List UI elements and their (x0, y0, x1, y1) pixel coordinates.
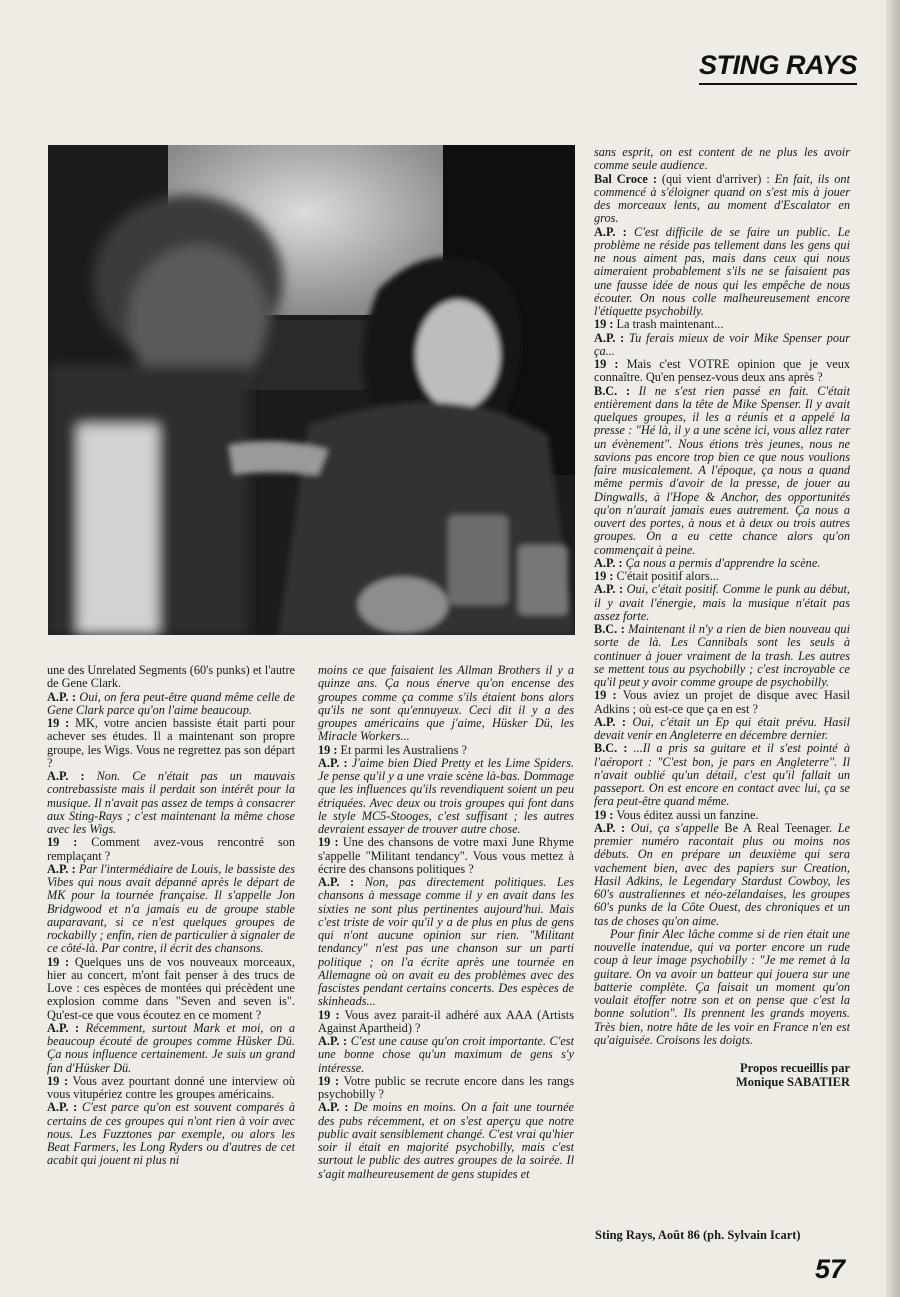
interview-answer (594, 557, 850, 570)
fanzine-title: Be A Real Teenager. (724, 820, 833, 835)
question-text: Vous avez pourtant donné une interview où vous vitupériez contre les groupes américains. (47, 1073, 295, 1101)
interview-answer (47, 691, 295, 718)
interview-answer (594, 146, 850, 173)
page-header-title: STING RAYS (699, 50, 857, 85)
answer-text: Ça nous a permis d'apprendre la scène. (625, 555, 821, 570)
interview-answer (47, 1022, 295, 1075)
answer-text: De moins en moins. On a fait une tournée des pubs récemment, et on s'est aperçu que notre public avait sensiblement changé. C'est vrai qu'hier soir il était en majorité psychobilly, mais c'est surtout le public des autres groupes de la soirée. Il s'agit malheureusement de gens stupides et (318, 1100, 574, 1181)
answer-text: Non, pas directement politiques. Les chansons à message comme il y en avait dans les sixties ne sont plus pertinentes aujourd'hui. Mais c'est triste de voir qu'il y a de plus en plus de gens qui n'ont aucune opinion sur rien. "Militant tendancy" n'est pas une chanson sur un parti politique ; on l'a écrite après une tournée en Allemagne où on avait eu des problèmes avec des fascistes pendant certains concerts. Des espèces de skinheads... (318, 875, 574, 1009)
speaker-label: A.P. : (47, 1020, 80, 1035)
question-text: Mais c'est VOTRE opinion que je veux connaître. Qu'en pensez-vous deux ans après ? (594, 357, 850, 385)
answer-text: Non. Ce n'était pas un mauvais contrebassiste mais il perdait son intérêt pour la musique. Il n'avait pas assez de temps à consacrer aux Sting-Rays ; c'est maintenant la même chose avec les Wigs. (47, 769, 295, 836)
interview-answer (594, 332, 850, 359)
interview-question (47, 956, 295, 1022)
speaker-label: 19 : (47, 716, 70, 730)
answer-text: Tu ferais mieux de voir Mike Spenser pour ça... (594, 330, 850, 358)
speaker-label: 19 : (594, 688, 617, 703)
interview-answer (318, 664, 574, 744)
interview-answer (318, 876, 574, 1009)
answer-text: C'est une cause qu'on croit importante. C'est une bonne chose qu'un maximum de gens s'y intéresse. (318, 1034, 574, 1075)
speaker-note: (qui vient d'arriver) : (661, 171, 775, 186)
photo-caption: Sting Rays, Août 86 (ph. Sylvain Icart) (595, 1228, 801, 1242)
interview-answer (594, 226, 850, 319)
question-text: Vous aviez un projet de disque avec Hasil Adkins ; où est-ce que ça en est ? (594, 688, 850, 716)
article-column-middle (318, 664, 574, 1254)
speaker-label: A.P. : (47, 861, 76, 876)
speaker-label: B.C. : (594, 741, 628, 756)
question-text: Et parmi les Australiens ? (340, 742, 467, 757)
interview-question (594, 809, 850, 822)
interview-answer (47, 1101, 295, 1167)
answer-text: C'est parce qu'on est souvent comparés à certains de ces groupes qui n'ont rien à voir avec nous. Les Fuzztones par exemple, ou alors les Beat Farmers, les Long Ryders ou d'autres de cet acabit qui jouent ni plus ni (47, 1100, 295, 1168)
page-number: 57 (814, 1254, 845, 1284)
answer-text: sans esprit, on est content de ne plus les avoir comme seule audience. (594, 146, 850, 173)
question-text: une des Unrelated Segments (60's punks) et l'autre de Gene Clark. (47, 664, 295, 691)
question-text: Votre public se recrute encore dans les rangs psychobilly ? (318, 1073, 574, 1101)
speaker-label: 19 : (594, 357, 619, 371)
interview-question (47, 717, 295, 770)
answer-text: moins ce que faisaient les Allman Brothers il y a quinze ans. Ça nous énerve qu'on encense des groupes comme ça comme s'ils étaient bons alors qu'ils ne sont qu'ennuyeux. Ceci dit il y a des groupes américains que j'aime, Hüsker Dü, les Miracle Workers... (318, 664, 574, 744)
interview-answer (47, 863, 295, 956)
page-edge (886, 0, 900, 1297)
interview-question (594, 358, 850, 385)
speaker-label: A.P. : (594, 330, 625, 345)
answer-text: C'est difficile de se faire un public. Le problème ne réside pas tellement dans les gens qui ne nous aiment pas, mais dans ceux qui nous aimeraient probablement s'ils ne se faisaient pas une fausse idée de nous qui les empêche de nous écouter. On nous colle malheureusement encore l'étiquette psychobilly. (594, 224, 850, 318)
speaker-label: A.P. : (47, 1100, 78, 1115)
speaker-label: Bal Croce : (594, 171, 657, 186)
interview-credit (594, 1061, 850, 1089)
question-text: Une des chansons de votre maxi June Rhyme s'appelle "Militant tendancy". Vous vous mettez à écrire des chansons politiques ? (318, 835, 574, 876)
interview-answer (594, 742, 850, 808)
credit-line-2: Monique SABATIER (735, 1075, 850, 1089)
interview-answer (594, 716, 850, 743)
speaker-label: 19 : (594, 569, 614, 583)
answer-text: Il ne s'est rien passé en fait. C'était entièrement dans la tête de Mike Spenser. Il y avait quelques groupes, il les a réunis et a appelé la presse : "Hé là, il y a une scène ici, vous allez rater un évènement". Nous étions très jeunes, nous ne savions pas encore trop bien ce que nous voulions faire musicalement. A l'époque, ça nous a quand même permis d'avoir de la presse, de jouer au Dingwalls, à l'Hope & Anchor, des opportunités qu'on n'aurait jamais eues autrement. Ça nous a ouvert des portes, à nous et à deux ou trois autres groupes. On a eu cette chance alors qu'on commençait à peine. (594, 383, 850, 557)
interview-question (318, 1075, 574, 1102)
speaker-label: A.P. : (594, 555, 623, 570)
question-text: Comment avez-vous rencontré son remplaçant ? (47, 835, 295, 863)
speaker-label: A.P. : (318, 1100, 349, 1115)
interview-answer (594, 822, 850, 928)
answer-text: Le premier numéro racontait plus ou moins nos débuts. On en prépare un deuxième qui sera vachement bien, avec des papiers sur Creation, Hasil Adkins, le Legendary Stardust Cowboy, les 60's australiennes et néo-zélandaises, les groupes 60's punks de la Côte Ouest, des chroniques et un tas de choses qu'on aime. (594, 820, 850, 928)
interview-answer (318, 757, 574, 837)
speaker-label: 19 : (318, 835, 339, 850)
answer-text: Maintenant il n'y a rien de bien nouveau qui sorte de là. Les Cannibals sont les seuls à continuer à jouer vraiment de la trash. Les autres se mettent tous au psychobilly ; c'est incroyable ce qu'il peut y avoir comme groupe de psychobilly. (594, 622, 850, 689)
interview-question (47, 664, 295, 691)
interview-answer (594, 623, 850, 689)
interview-answer (318, 1101, 574, 1181)
answer-text: Oui, on fera peut-être quand même celle de Gene Clark parce qu'on l'aime beaucoup. (47, 689, 295, 717)
speaker-label: A.P. : (47, 689, 76, 704)
speaker-label: 19 : (318, 742, 338, 757)
speaker-label: 19 : (318, 1007, 340, 1022)
question-text: Quelques uns de vos nouveaux morceaux, hier au concert, m'ont fait penser à des trucs de Love : ces espèces de montées qui précèdent une explosion comme dans "Seven and seven is". Qu'est-ce que vous écoutez en ce moment ? (47, 954, 295, 1022)
interview-answer (318, 1035, 574, 1075)
interview-answer (594, 173, 850, 226)
speaker-label: A.P. : (318, 755, 348, 770)
speaker-label: A.P. : (594, 224, 627, 239)
article-column-right (594, 146, 850, 1198)
credit-line-1: Propos recueillis par (740, 1061, 850, 1075)
speaker-label: A.P. : (594, 582, 624, 597)
speaker-label: 19 : (47, 835, 78, 850)
interview-question (318, 744, 574, 757)
answer-text: ...Il a pris sa guitare et il s'est pointé à l'aéroport : "C'est bon, je pars en Angleterre". Il n'avait oublié qu'un détail, c'est qu'il fallait un passeport. On est encore en contact avec lui, ça se fera peut-être quand même. (594, 741, 850, 809)
interview-question (47, 836, 295, 863)
answer-text: Oui, c'était positif. Comme le punk au début, il y avait l'énergie, mais la musique n'était pas assez forte. (594, 582, 850, 623)
answer-lead: Oui, ça s'appelle (630, 820, 725, 835)
interview-question (594, 318, 850, 331)
answer-text: Récemment, surtout Mark et moi, on a beaucoup écouté de groupes comme Hüsker Dü. Ça nous influence certainement. Je suis un grand fan d'Hüsker Dü. (47, 1020, 295, 1075)
interview-answer (47, 770, 295, 836)
speaker-label: 19 : (594, 807, 614, 822)
speaker-label: A.P. : (594, 714, 626, 729)
speaker-label: B.C. : (594, 383, 630, 398)
speaker-label: A.P. : (594, 820, 626, 835)
speaker-label: 19 : (594, 317, 614, 332)
speaker-label: 19 : (47, 1073, 69, 1088)
question-text: Vous avez parait-il adhéré aux AAA (Artists Against Apartheid) ? (318, 1007, 574, 1035)
interview-question (318, 836, 574, 876)
interview-answer (594, 583, 850, 623)
interview-question (594, 689, 850, 716)
answer-text: Pour finir Alec lâche comme si de rien était une nouvelle inatendue, qui va porter encore un rude coup à leur image psychobilly : "Je me remet à la guitare. On va avoir un batteur qui jouera sur une batterie complète. Ça faisait un moment qu'on voulait étoffer notre son et on pense que c'est la bonne solution". Ils prennent les grands moyens. Très bien, notre hâte de les voir en France n'en est qu'aiguisée. Croisons les doigts. (594, 926, 850, 1047)
interview-question (47, 1075, 295, 1102)
speaker-label: B.C. : (594, 622, 625, 636)
closing-paragraph (594, 928, 850, 1047)
interview-answer (594, 385, 850, 557)
question-text: La trash maintenant... (616, 317, 724, 332)
answer-text: J'aime bien Died Pretty et les Lime Spiders. Je pense qu'il y a une vraie scène là-bas. Dommage que les influences qu'ils revendiquent soient un peu étriquées. Avec deux ou trois groupes qui font dans le style MC5-Stooges, c'est suffisant ; les autres devraient essayer de trouver autre chose. (318, 755, 574, 836)
answer-text: Oui, c'était un Ep qui était prévu. Hasil devait venir en Angleterre en décembre dernier. (594, 714, 850, 742)
speaker-label: 19 : (47, 954, 70, 969)
speaker-label: A.P. : (318, 875, 355, 889)
interview-question (318, 1009, 574, 1036)
answer-text: En fait, ils ont commencé à s'éloigner quand on s'est mis à jouer des morceaux lents, au moment d'Escalator en gros. (594, 171, 850, 226)
answer-text: Par l'intermédiaire de Louis, le bassiste des Vibes qui nous avait dépanné après le départ de MK pour la tournée française. Il s'appelle Jon Bridgwood et n'a jamais eu de groupe stable auparavant, si ce n'est quelques groupes de rockabilly ; enfin, rien de particulier à signaler de ce côté-là. Par contre, il écrit des chansons. (47, 861, 295, 956)
speaker-label: A.P. : (318, 1034, 348, 1048)
question-text: MK, votre ancien bassiste était parti pour achever ses études. Il a maintenant son propre groupe, les Wigs. Vous ne regrettez pas son départ ? (47, 716, 295, 770)
band-photo (48, 145, 575, 635)
question-text: Vous éditez aussi un fanzine. (616, 807, 759, 822)
article-column-left (47, 664, 295, 1254)
speaker-label: A.P. : (47, 769, 85, 783)
speaker-label: 19 : (318, 1073, 340, 1088)
question-text: C'était positif alors... (616, 569, 719, 583)
interview-question (594, 570, 850, 583)
